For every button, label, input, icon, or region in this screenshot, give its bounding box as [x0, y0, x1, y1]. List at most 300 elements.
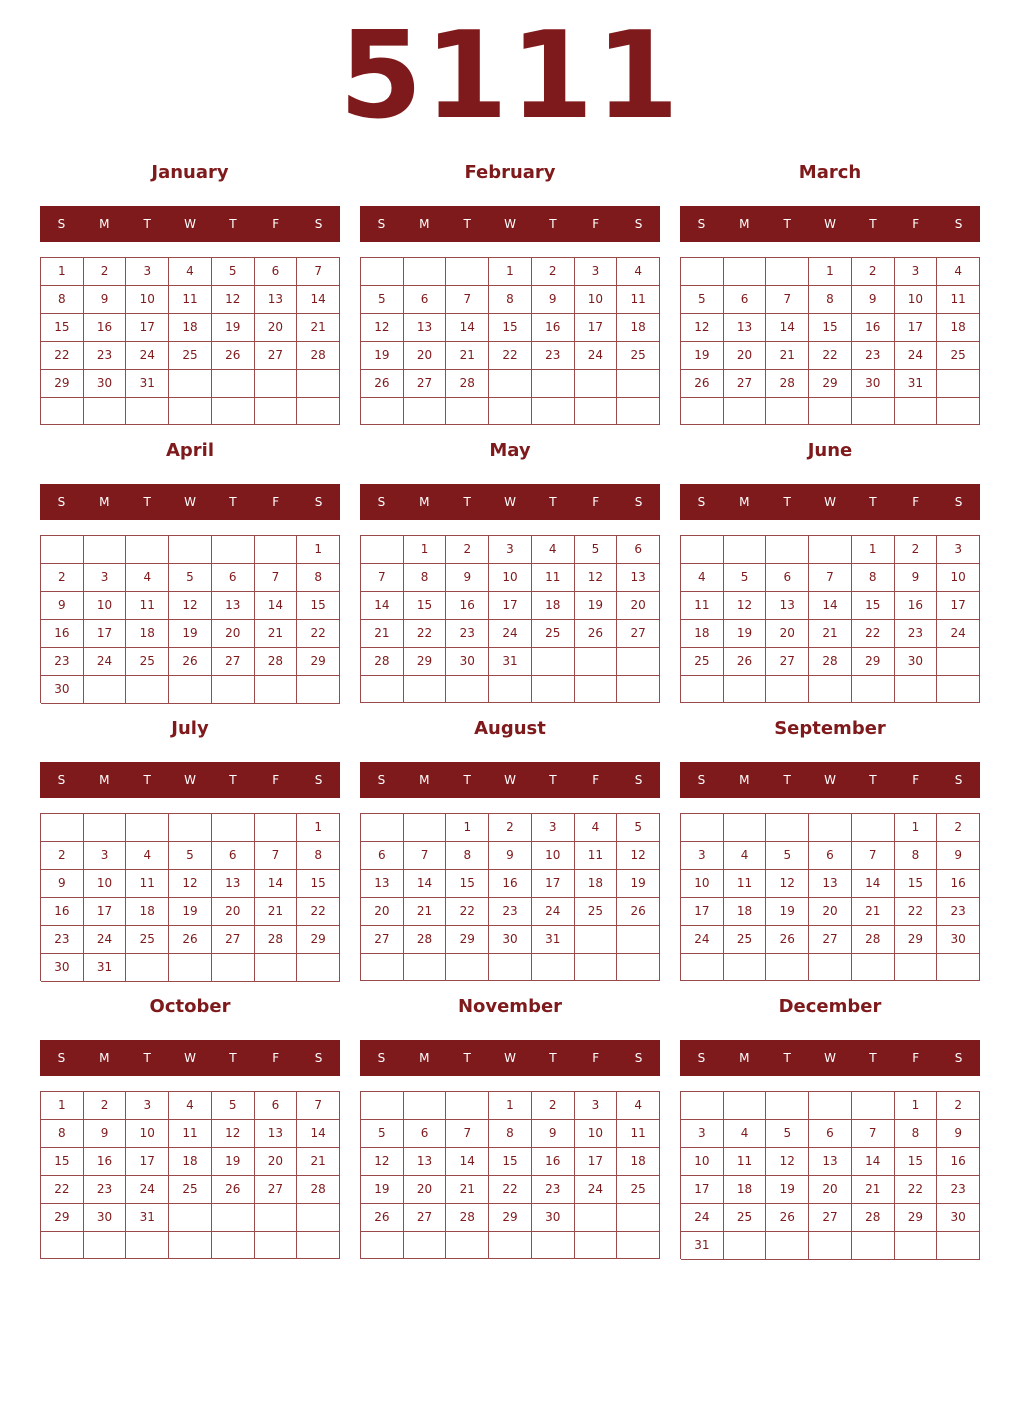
weekday-label: S: [634, 773, 643, 787]
day-cell: 25: [724, 1204, 767, 1232]
day-cell: 7: [255, 842, 298, 870]
day-cell: 7: [766, 286, 809, 314]
day-cell: 5: [169, 564, 212, 592]
day-cell: 11: [937, 286, 980, 314]
day-cell: 18: [169, 314, 212, 342]
day-cell: 27: [724, 370, 767, 398]
weekday-label: S: [954, 217, 963, 231]
day-cell: 17: [126, 314, 169, 342]
day-cell: 24: [681, 1204, 724, 1232]
day-cell: 20: [809, 1176, 852, 1204]
day-cell: 16: [937, 870, 980, 898]
weekday-label: F: [912, 1051, 920, 1065]
day-cell: 25: [126, 926, 169, 954]
empty-cell: [809, 814, 852, 842]
empty-cell: [724, 1232, 767, 1260]
day-grid: [360, 1091, 660, 1259]
empty-cell: [681, 258, 724, 286]
weekday-label: W: [504, 495, 516, 509]
day-cell: 10: [126, 286, 169, 314]
day-cell: 11: [169, 1120, 212, 1148]
day-cell: 20: [724, 342, 767, 370]
day-cell: 5: [212, 1092, 255, 1120]
empty-cell: [361, 398, 404, 425]
day-cell: 11: [126, 870, 169, 898]
day-cell: 22: [852, 620, 895, 648]
day-cell: 8: [895, 842, 938, 870]
weekday-header: [360, 1040, 660, 1076]
day-cell: 19: [575, 592, 618, 620]
day-cell: 29: [297, 648, 340, 676]
day-cell: 25: [724, 926, 767, 954]
day-cell: 5: [169, 842, 212, 870]
empty-cell: [895, 398, 938, 425]
empty-cell: [169, 1232, 212, 1259]
weekday-label: W: [504, 217, 516, 231]
day-cell: 22: [895, 898, 938, 926]
day-cell: 1: [489, 258, 532, 286]
day-cell: 11: [724, 1148, 767, 1176]
day-grid: [40, 1091, 340, 1259]
day-cell: 18: [724, 898, 767, 926]
day-cell: 18: [681, 620, 724, 648]
day-cell: 29: [489, 1204, 532, 1232]
day-cell: 26: [212, 1176, 255, 1204]
day-cell: 13: [212, 870, 255, 898]
day-cell: 14: [255, 870, 298, 898]
day-cell: 3: [532, 814, 575, 842]
empty-cell: [766, 1092, 809, 1120]
day-cell: 10: [532, 842, 575, 870]
weekday-label: F: [272, 217, 280, 231]
day-cell: 4: [617, 1092, 660, 1120]
day-cell: 2: [446, 536, 489, 564]
weekday-label: W: [184, 1051, 196, 1065]
empty-cell: [809, 954, 852, 981]
day-cell: 3: [489, 536, 532, 564]
day-cell: 6: [617, 536, 660, 564]
day-cell: 20: [255, 1148, 298, 1176]
weekday-label: F: [592, 1051, 600, 1065]
day-cell: 7: [852, 1120, 895, 1148]
empty-cell: [84, 398, 127, 425]
empty-cell: [126, 398, 169, 425]
day-cell: 29: [41, 370, 84, 398]
empty-cell: [297, 398, 340, 425]
day-cell: 13: [809, 1148, 852, 1176]
day-cell: 9: [937, 842, 980, 870]
day-cell: 15: [852, 592, 895, 620]
day-cell: 3: [681, 1120, 724, 1148]
weekday-label: T: [783, 773, 791, 787]
weekday-label: T: [143, 495, 151, 509]
empty-cell: [937, 648, 980, 676]
day-cell: 29: [297, 926, 340, 954]
day-cell: 23: [41, 648, 84, 676]
day-cell: 2: [532, 258, 575, 286]
day-cell: 11: [169, 286, 212, 314]
month-name: February: [464, 162, 556, 183]
empty-cell: [297, 676, 340, 704]
day-cell: 28: [766, 370, 809, 398]
empty-cell: [766, 676, 809, 703]
day-cell: 23: [895, 620, 938, 648]
empty-cell: [766, 1232, 809, 1260]
month-name: May: [489, 440, 531, 461]
day-cell: 3: [575, 258, 618, 286]
day-cell: 18: [169, 1148, 212, 1176]
day-cell: 3: [84, 842, 127, 870]
empty-cell: [404, 676, 447, 703]
day-cell: 26: [575, 620, 618, 648]
day-cell: 18: [724, 1176, 767, 1204]
day-cell: 30: [937, 926, 980, 954]
empty-cell: [532, 398, 575, 425]
day-cell: 16: [41, 898, 84, 926]
weekday-header: [680, 206, 980, 242]
day-cell: 23: [937, 898, 980, 926]
day-cell: 9: [489, 842, 532, 870]
day-cell: 16: [446, 592, 489, 620]
weekday-label: S: [697, 1051, 706, 1065]
empty-cell: [895, 676, 938, 703]
day-cell: 21: [446, 342, 489, 370]
day-cell: 11: [724, 870, 767, 898]
weekday-label: W: [824, 217, 836, 231]
day-cell: 3: [126, 258, 169, 286]
day-cell: 5: [361, 1120, 404, 1148]
day-cell: 25: [169, 342, 212, 370]
month-name: August: [474, 718, 546, 739]
day-cell: 5: [724, 564, 767, 592]
weekday-label: S: [634, 495, 643, 509]
empty-cell: [446, 398, 489, 425]
weekday-label: S: [954, 773, 963, 787]
day-grid: [40, 257, 340, 425]
empty-cell: [361, 814, 404, 842]
day-cell: 27: [255, 1176, 298, 1204]
empty-cell: [212, 676, 255, 704]
day-cell: 1: [489, 1092, 532, 1120]
weekday-label: T: [549, 1051, 557, 1065]
month-name: December: [778, 996, 882, 1017]
day-cell: 29: [852, 648, 895, 676]
empty-cell: [126, 954, 169, 982]
day-cell: 24: [84, 648, 127, 676]
day-grid: [360, 257, 660, 425]
day-cell: 23: [41, 926, 84, 954]
weekday-label: W: [824, 1051, 836, 1065]
day-cell: 6: [361, 842, 404, 870]
empty-cell: [41, 1232, 84, 1259]
day-cell: 5: [766, 842, 809, 870]
day-cell: 10: [681, 1148, 724, 1176]
day-cell: 22: [297, 898, 340, 926]
weekday-label: W: [504, 773, 516, 787]
empty-cell: [489, 954, 532, 981]
weekday-label: S: [377, 1051, 386, 1065]
weekday-label: S: [314, 773, 323, 787]
day-cell: 11: [126, 592, 169, 620]
weekday-label: T: [783, 495, 791, 509]
empty-cell: [169, 676, 212, 704]
day-cell: 17: [489, 592, 532, 620]
day-cell: 18: [617, 1148, 660, 1176]
day-cell: 27: [361, 926, 404, 954]
day-cell: 25: [169, 1176, 212, 1204]
day-cell: 5: [575, 536, 618, 564]
day-cell: 9: [852, 286, 895, 314]
day-cell: 31: [895, 370, 938, 398]
day-cell: 25: [126, 648, 169, 676]
day-cell: 8: [41, 286, 84, 314]
weekday-label: T: [463, 217, 471, 231]
day-cell: 26: [724, 648, 767, 676]
empty-cell: [852, 814, 895, 842]
empty-cell: [446, 954, 489, 981]
day-cell: 9: [937, 1120, 980, 1148]
empty-cell: [809, 1092, 852, 1120]
day-cell: 30: [446, 648, 489, 676]
day-cell: 4: [126, 564, 169, 592]
weekday-label: T: [229, 1051, 237, 1065]
day-cell: 22: [895, 1176, 938, 1204]
day-cell: 27: [404, 370, 447, 398]
day-cell: 1: [404, 536, 447, 564]
weekday-label: T: [549, 773, 557, 787]
weekday-label: M: [739, 773, 750, 787]
day-cell: 14: [404, 870, 447, 898]
empty-cell: [41, 398, 84, 425]
empty-cell: [255, 1204, 298, 1232]
empty-cell: [852, 954, 895, 981]
empty-cell: [446, 258, 489, 286]
day-cell: 12: [169, 870, 212, 898]
day-cell: 11: [617, 1120, 660, 1148]
day-cell: 11: [575, 842, 618, 870]
day-cell: 1: [297, 814, 340, 842]
day-cell: 22: [489, 1176, 532, 1204]
empty-cell: [617, 370, 660, 398]
weekday-label: T: [229, 495, 237, 509]
empty-cell: [724, 258, 767, 286]
day-cell: 22: [297, 620, 340, 648]
day-cell: 15: [446, 870, 489, 898]
weekday-label: W: [824, 495, 836, 509]
day-cell: 19: [617, 870, 660, 898]
day-cell: 6: [724, 286, 767, 314]
empty-cell: [297, 1232, 340, 1259]
day-cell: 28: [361, 648, 404, 676]
weekday-label: S: [57, 217, 66, 231]
day-cell: 18: [937, 314, 980, 342]
day-cell: 4: [724, 1120, 767, 1148]
day-cell: 16: [895, 592, 938, 620]
empty-cell: [489, 676, 532, 703]
day-cell: 23: [84, 1176, 127, 1204]
day-cell: 7: [361, 564, 404, 592]
day-cell: 10: [895, 286, 938, 314]
day-cell: 8: [297, 564, 340, 592]
empty-cell: [255, 954, 298, 982]
day-cell: 24: [126, 342, 169, 370]
month-name: September: [774, 718, 886, 739]
empty-cell: [212, 1204, 255, 1232]
empty-cell: [446, 676, 489, 703]
day-cell: 12: [617, 842, 660, 870]
day-cell: 3: [937, 536, 980, 564]
day-cell: 27: [212, 926, 255, 954]
empty-cell: [126, 676, 169, 704]
weekday-header: [680, 762, 980, 798]
empty-cell: [212, 398, 255, 425]
empty-cell: [617, 398, 660, 425]
empty-cell: [361, 954, 404, 981]
empty-cell: [126, 1232, 169, 1259]
day-cell: 6: [404, 286, 447, 314]
day-cell: 4: [681, 564, 724, 592]
weekday-label: F: [272, 495, 280, 509]
day-cell: 21: [809, 620, 852, 648]
day-cell: 5: [766, 1120, 809, 1148]
day-cell: 12: [766, 1148, 809, 1176]
weekday-label: S: [634, 1051, 643, 1065]
day-cell: 29: [809, 370, 852, 398]
empty-cell: [724, 536, 767, 564]
day-cell: 10: [489, 564, 532, 592]
day-cell: 11: [532, 564, 575, 592]
empty-cell: [404, 814, 447, 842]
empty-cell: [532, 648, 575, 676]
empty-cell: [404, 954, 447, 981]
day-cell: 21: [766, 342, 809, 370]
empty-cell: [575, 648, 618, 676]
day-cell: 12: [212, 286, 255, 314]
day-cell: 14: [809, 592, 852, 620]
day-cell: 19: [361, 1176, 404, 1204]
day-cell: 11: [681, 592, 724, 620]
day-cell: 9: [41, 592, 84, 620]
day-cell: 17: [575, 1148, 618, 1176]
day-cell: 15: [895, 870, 938, 898]
empty-cell: [126, 536, 169, 564]
weekday-label: W: [184, 773, 196, 787]
day-grid: [40, 535, 340, 703]
day-cell: 22: [404, 620, 447, 648]
day-cell: 9: [532, 286, 575, 314]
day-grid: [680, 1091, 980, 1259]
day-cell: 14: [446, 314, 489, 342]
day-cell: 6: [255, 1092, 298, 1120]
day-cell: 28: [404, 926, 447, 954]
day-cell: 24: [532, 898, 575, 926]
empty-cell: [724, 676, 767, 703]
day-grid: [40, 813, 340, 981]
day-cell: 9: [84, 286, 127, 314]
day-cell: 17: [895, 314, 938, 342]
weekday-label: T: [549, 217, 557, 231]
day-cell: 23: [532, 342, 575, 370]
empty-cell: [404, 398, 447, 425]
empty-cell: [212, 1232, 255, 1259]
empty-cell: [489, 398, 532, 425]
day-cell: 21: [255, 898, 298, 926]
empty-cell: [852, 398, 895, 425]
day-cell: 19: [724, 620, 767, 648]
day-cell: 25: [681, 648, 724, 676]
empty-cell: [937, 398, 980, 425]
weekday-label: F: [592, 495, 600, 509]
day-cell: 8: [297, 842, 340, 870]
day-cell: 30: [489, 926, 532, 954]
day-cell: 6: [766, 564, 809, 592]
day-cell: 13: [361, 870, 404, 898]
day-cell: 7: [255, 564, 298, 592]
weekday-label: M: [419, 217, 430, 231]
day-cell: 10: [575, 286, 618, 314]
day-cell: 30: [41, 954, 84, 982]
day-cell: 28: [255, 926, 298, 954]
day-cell: 14: [852, 870, 895, 898]
day-cell: 8: [404, 564, 447, 592]
weekday-label: F: [592, 217, 600, 231]
day-cell: 15: [489, 314, 532, 342]
day-cell: 29: [895, 1204, 938, 1232]
day-cell: 1: [895, 1092, 938, 1120]
empty-cell: [169, 370, 212, 398]
day-cell: 21: [852, 898, 895, 926]
day-cell: 17: [681, 898, 724, 926]
weekday-label: S: [314, 1051, 323, 1065]
day-cell: 13: [404, 314, 447, 342]
day-cell: 3: [681, 842, 724, 870]
day-cell: 6: [404, 1120, 447, 1148]
weekday-label: S: [377, 495, 386, 509]
empty-cell: [404, 1232, 447, 1259]
weekday-header: [360, 206, 660, 242]
day-cell: 4: [617, 258, 660, 286]
weekday-label: S: [57, 1051, 66, 1065]
day-cell: 10: [937, 564, 980, 592]
day-cell: 17: [937, 592, 980, 620]
day-cell: 8: [895, 1120, 938, 1148]
day-cell: 24: [575, 342, 618, 370]
weekday-label: S: [697, 217, 706, 231]
month-name: November: [457, 996, 563, 1017]
empty-cell: [169, 398, 212, 425]
day-cell: 19: [212, 314, 255, 342]
empty-cell: [895, 954, 938, 981]
weekday-label: T: [463, 495, 471, 509]
day-cell: 4: [724, 842, 767, 870]
day-cell: 15: [895, 1148, 938, 1176]
day-cell: 19: [681, 342, 724, 370]
month-name: March: [798, 162, 862, 183]
day-cell: 17: [575, 314, 618, 342]
day-cell: 14: [852, 1148, 895, 1176]
weekday-label: F: [912, 773, 920, 787]
day-cell: 7: [297, 258, 340, 286]
month-name: June: [807, 440, 853, 461]
day-cell: 14: [766, 314, 809, 342]
day-cell: 24: [895, 342, 938, 370]
day-cell: 10: [84, 592, 127, 620]
year-title: 5111: [339, 7, 681, 146]
empty-cell: [724, 814, 767, 842]
empty-cell: [255, 370, 298, 398]
empty-cell: [255, 1232, 298, 1259]
day-cell: 27: [809, 1204, 852, 1232]
